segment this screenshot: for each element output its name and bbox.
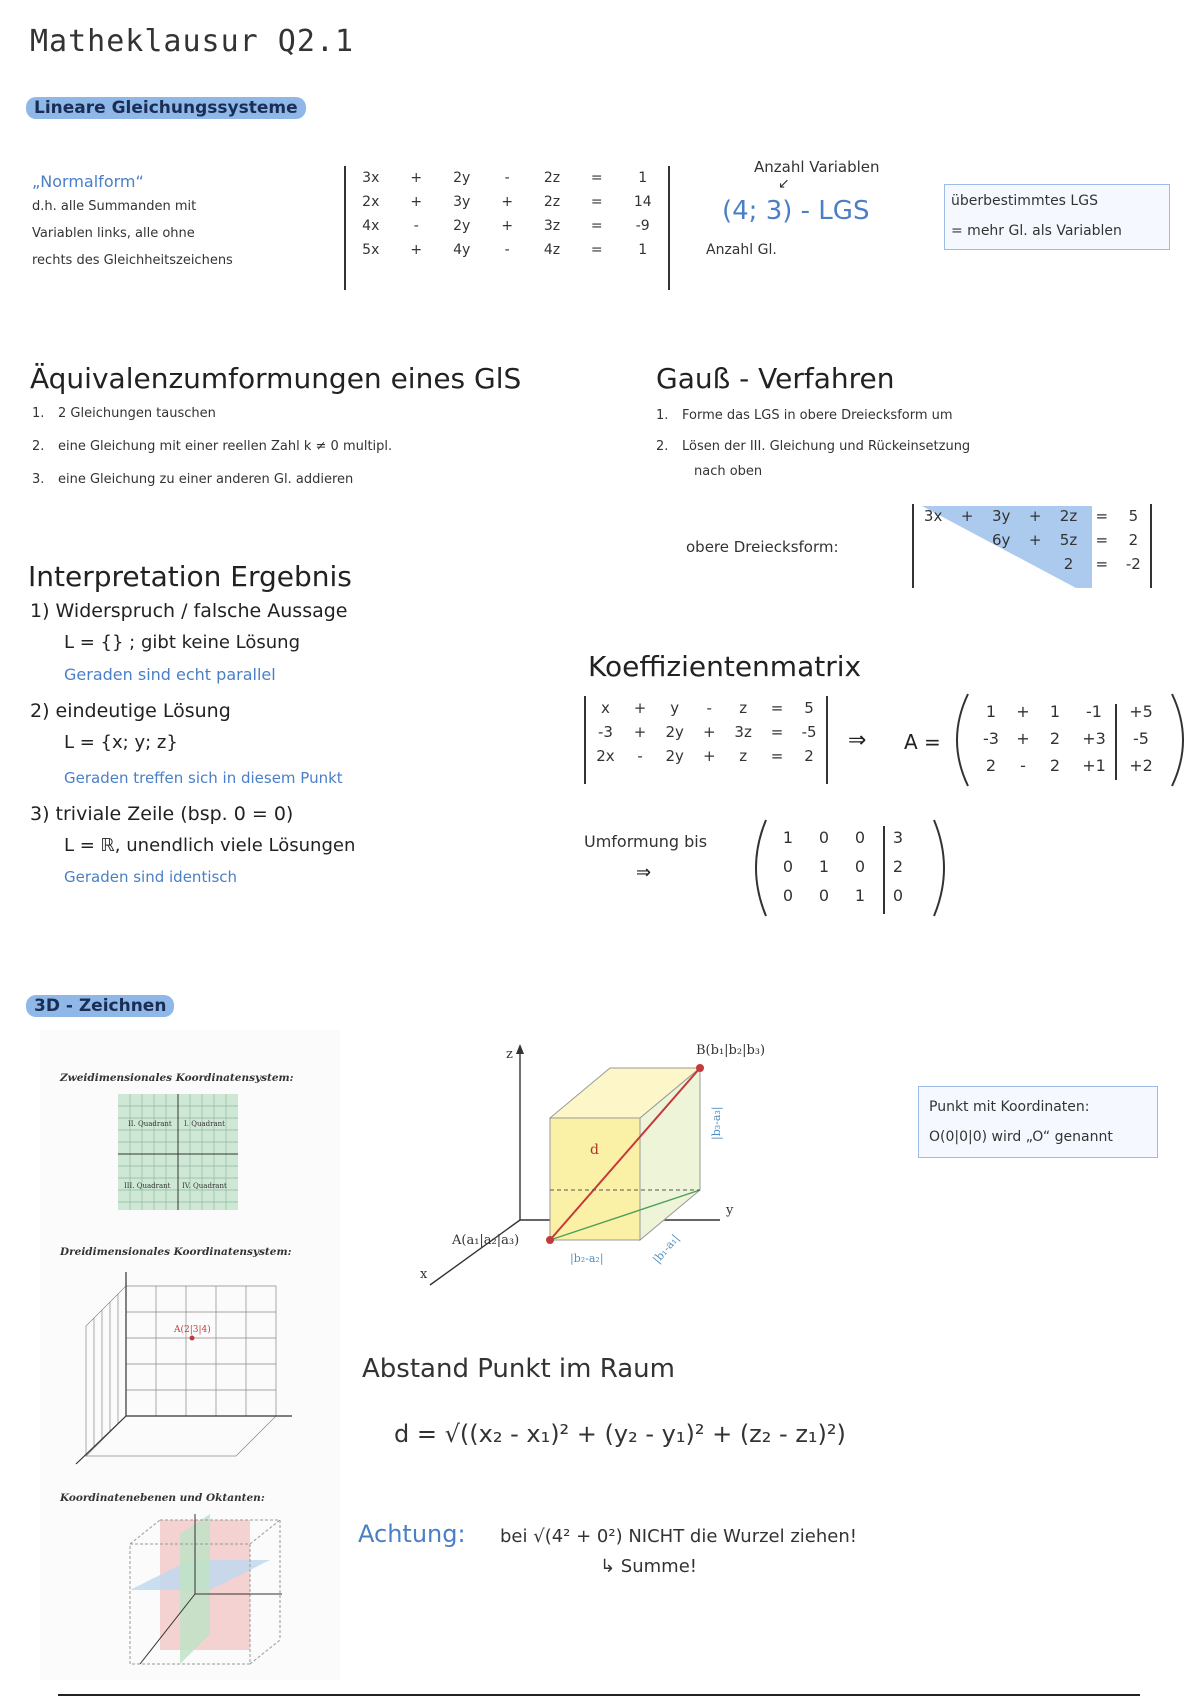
cell: -5 <box>1133 729 1149 748</box>
section-heading-lgs: Lineare Gleichungssysteme <box>26 98 306 118</box>
cell: 3x <box>923 507 943 525</box>
cell: - <box>504 170 510 186</box>
edge-label: |b₂-a₂| <box>570 1252 604 1265</box>
cell: + <box>410 170 423 186</box>
item-number: 2. <box>656 439 669 454</box>
cell: 2 <box>892 857 904 876</box>
list-item <box>656 439 1176 454</box>
item-number: 2. <box>32 439 45 454</box>
cell: 3z <box>734 723 752 741</box>
coefficient-matrix <box>950 690 1190 790</box>
bottom-divider <box>58 1694 1140 1696</box>
cube-front-face <box>550 1118 640 1240</box>
point-marker <box>190 1336 195 1341</box>
cell: 2z <box>543 194 561 210</box>
cell: + <box>633 723 647 741</box>
cell: + <box>1028 531 1042 549</box>
interp-heading: Interpretation Ergebnis <box>28 560 352 593</box>
left-paren <box>957 694 968 786</box>
cell: 1 <box>638 170 648 186</box>
figure-column <box>40 1030 340 1680</box>
edge-label: |b₁-a₁| <box>650 1231 682 1266</box>
section-heading-3d: 3D - Zeichnen <box>26 996 174 1016</box>
interp-list <box>30 600 590 886</box>
y-label: y <box>726 1203 734 1218</box>
cell: + <box>410 194 423 210</box>
cell: + <box>501 218 514 234</box>
point-a-marker <box>546 1236 554 1244</box>
case-note: Geraden sind echt parallel <box>64 665 276 684</box>
cell: z <box>739 699 748 717</box>
item-text: Lösen der III. Gleichung und Rückeinsetzung <box>682 439 971 454</box>
cell: + <box>960 507 974 525</box>
ueberbestimmt-line: überbestimmtes LGS <box>951 193 1098 209</box>
item-text: Forme das LGS in obere Dreiecksform um <box>682 408 953 423</box>
case-solution: L = ℝ, unendlich viele Lösungen <box>64 835 356 856</box>
item-number: 1. <box>656 408 669 423</box>
abstand-heading: Abstand Punkt im Raum <box>362 1354 675 1384</box>
cell: -3 <box>597 723 613 741</box>
list-item <box>32 439 592 454</box>
case-solution: L = {x; y; z} <box>64 732 178 753</box>
normalform-note <box>32 172 332 268</box>
cell: 5z <box>1059 531 1078 549</box>
koeff-heading: Koeffizientenmatrix <box>588 650 862 683</box>
cell <box>982 552 1020 576</box>
cell: = <box>1095 531 1109 549</box>
cell: + <box>1016 702 1030 721</box>
triangle-table <box>914 504 1150 576</box>
item-text: eine Gleichung mit einer reellen Zahl k ≠ 0 multipl. <box>58 439 393 454</box>
matrix-a-label: A = <box>904 730 941 754</box>
origin-line: Punkt mit Koordinaten: <box>929 1099 1090 1115</box>
fig1-caption: Zweidimensionales Koordinatensystem: <box>60 1072 294 1084</box>
x-label: x <box>420 1267 428 1282</box>
implies-arrow-icon: ⇒ <box>636 862 652 883</box>
cell <box>952 552 982 576</box>
achtung-text: bei √(4² + 0²) NICHT die Wurzel ziehen! <box>500 1526 857 1547</box>
lgs-system-table <box>346 166 668 262</box>
cell: z <box>739 747 748 765</box>
list-item-continuation: nach oben <box>694 464 763 479</box>
coordinate-3d-figure <box>66 1266 306 1466</box>
matrix-row <box>974 756 1174 775</box>
case-title: 3) triviale Zeile (bsp. 0 = 0) <box>30 803 294 825</box>
point-b-marker <box>696 1064 704 1072</box>
distance-formula: d = √((x₂ - x₁)² + (y₂ - y₁)² + (z₂ - z₁)²) <box>394 1420 846 1448</box>
cell: 2x <box>362 194 380 210</box>
item-text: 2 Gleichungen tauschen <box>58 406 216 421</box>
item-number: 1. <box>32 406 45 421</box>
matrix-row <box>974 702 1174 721</box>
umformung-label: Umformung bis <box>584 832 708 851</box>
cell: - <box>1020 756 1026 775</box>
cell: 5 <box>1128 507 1139 525</box>
implies-arrow-icon: ⇒ <box>848 728 867 753</box>
cell: 0 <box>854 857 866 876</box>
cell: = <box>1095 507 1109 525</box>
system-row <box>586 744 826 768</box>
point-b-label: B(b₁|b₂|b₃) <box>696 1043 766 1058</box>
coordinate-2d-figure <box>118 1094 248 1214</box>
z-arrow-icon <box>516 1044 524 1054</box>
normalform-line: Variablen links, alle ohne <box>32 226 195 241</box>
point-label: A(2|3|4) <box>174 1325 211 1335</box>
gauss-list <box>656 408 1176 479</box>
cell: 3y <box>991 507 1011 525</box>
matrix-row <box>770 857 940 876</box>
cell: 0 <box>854 828 866 847</box>
cell: + <box>1028 507 1042 525</box>
left-paren <box>756 820 766 916</box>
summe-note: ↳ Summe! <box>600 1556 697 1577</box>
cell: 3z <box>543 218 561 234</box>
cell: = <box>770 699 784 717</box>
cell: 4x <box>362 218 380 234</box>
triangle-row <box>914 552 1150 576</box>
wall-grid <box>86 1286 276 1456</box>
case-note: Geraden sind identisch <box>64 868 238 886</box>
cell: 5 <box>804 699 814 717</box>
fig3-caption: Koordinatenebenen und Oktanten: <box>60 1492 265 1504</box>
normalform-line: rechts des Gleichheitszeichens <box>32 253 233 268</box>
result-body <box>770 828 940 905</box>
cell: - <box>413 218 419 234</box>
cell: 0 <box>782 857 794 876</box>
result-matrix <box>750 816 950 920</box>
cell: 2z <box>1059 507 1078 525</box>
cell: +2 <box>1129 756 1153 775</box>
cell: 2y <box>665 747 684 765</box>
cell: = <box>590 218 603 234</box>
matrix-row <box>974 729 1174 748</box>
cell: + <box>702 747 716 765</box>
cell: 1 <box>782 828 794 847</box>
x-axis <box>76 1416 126 1464</box>
case-solution: L = {} ; gibt keine Lösung <box>64 632 301 653</box>
cell: = <box>770 723 784 741</box>
triangle-row <box>914 528 1150 552</box>
fig2-caption: Dreidimensionales Koordinatensystem: <box>60 1246 292 1258</box>
cell: 2z <box>543 170 561 186</box>
cell: 2x <box>596 747 615 765</box>
item-text: eine Gleichung zu einer anderen Gl. addieren <box>58 472 354 487</box>
achtung-label: Achtung: <box>358 1520 466 1548</box>
matrix-row <box>770 886 940 905</box>
cell <box>914 528 952 552</box>
system-row <box>346 214 668 238</box>
cell: 2 <box>985 756 997 775</box>
cell: -1 <box>1086 702 1102 721</box>
ueberbestimmt-line: = mehr Gl. als Variablen <box>951 223 1122 239</box>
cell: 0 <box>818 886 830 905</box>
cell <box>952 528 982 552</box>
cell: + <box>1016 729 1030 748</box>
system-row <box>586 720 826 744</box>
cell: = <box>590 170 603 186</box>
system-row <box>346 238 668 262</box>
list-item <box>32 406 592 421</box>
cell: +1 <box>1082 756 1106 775</box>
system-row <box>346 190 668 214</box>
list-item <box>656 408 1176 423</box>
normalform-title: „Normalform“ <box>32 172 144 191</box>
cell: 1 <box>818 857 830 876</box>
item-number: 3. <box>32 472 45 487</box>
ueberbestimmt-box <box>944 184 1170 250</box>
quadrant-label: II. Quadrant <box>128 1120 172 1128</box>
cell: - <box>504 242 510 258</box>
z-label: z <box>506 1047 513 1062</box>
cell: 1 <box>985 702 997 721</box>
aequi-list <box>32 406 592 487</box>
octants-figure <box>110 1514 290 1674</box>
cell <box>914 552 952 576</box>
koeff-system-table <box>586 696 826 768</box>
cell: 14 <box>633 194 652 210</box>
triangle-row <box>914 504 1150 528</box>
list-item <box>32 472 592 487</box>
cell: + <box>702 723 716 741</box>
cell: = <box>1095 555 1109 573</box>
distance-label: d <box>590 1142 599 1158</box>
quadrant-label: I. Quadrant <box>184 1120 225 1128</box>
cell: 2 <box>1049 729 1061 748</box>
cell: = <box>590 194 603 210</box>
case-title: 1) Widerspruch / falsche Aussage <box>30 600 348 622</box>
lgs-type-label: (4; 3) - LGS <box>722 196 870 226</box>
matrix-body <box>974 702 1174 775</box>
case-title: 2) eindeutige Lösung <box>30 700 231 722</box>
cell: 0 <box>818 828 830 847</box>
cell: 3x <box>362 170 380 186</box>
cell: 1 <box>1049 702 1061 721</box>
koeff-system <box>584 696 828 784</box>
lgs-system <box>344 166 670 290</box>
cell: 3y <box>453 194 471 210</box>
matrix-row <box>770 828 940 847</box>
cell: -2 <box>1125 555 1141 573</box>
cell: = <box>590 242 603 258</box>
cell: y <box>670 699 680 717</box>
cell: 2 <box>1128 531 1139 549</box>
system-row <box>346 166 668 190</box>
aequi-heading: Äquivalenzumformungen eines GlS <box>30 362 522 395</box>
anzahl-gleichungen-label: Anzahl Gl. <box>706 242 777 258</box>
cell: 2y <box>453 170 471 186</box>
cell: 4z <box>543 242 561 258</box>
cell: -3 <box>983 729 999 748</box>
cell: 6y <box>991 531 1011 549</box>
edge-label: |b₃-a₃| <box>710 1106 723 1140</box>
cell: = <box>770 747 784 765</box>
cell: - <box>706 699 712 717</box>
cell: - <box>637 747 643 765</box>
cell: + <box>501 194 514 210</box>
cell: 2y <box>665 723 684 741</box>
quadrant-label: IV. Quadrant <box>182 1182 227 1190</box>
page-title: Matheklausur Q2.1 <box>30 24 355 59</box>
cell: x <box>601 699 610 717</box>
normalform-line: d.h. alle Summanden mit <box>32 199 197 214</box>
cell: -5 <box>801 723 817 741</box>
arrow-down-icon: ↙ <box>778 176 790 192</box>
cell: + <box>410 242 423 258</box>
cell: 1 <box>854 886 866 905</box>
cell: -9 <box>635 218 650 234</box>
cell: 1 <box>638 242 648 258</box>
x-axis <box>430 1220 520 1285</box>
quadrant-label: III. Quadrant <box>124 1182 171 1190</box>
dreieck-label: obere Dreiecksform: <box>686 538 839 556</box>
cell: + <box>633 699 647 717</box>
origin-line: O(0|0|0) wird „O“ genannt <box>929 1129 1113 1145</box>
origin-box <box>918 1086 1158 1158</box>
triangle-matrix <box>912 504 1152 588</box>
cell: 0 <box>892 886 904 905</box>
anzahl-variablen-label: Anzahl Variablen <box>754 158 880 176</box>
cell: 2 <box>1063 555 1074 573</box>
cell: 2y <box>453 218 471 234</box>
cell: 2 <box>1049 756 1061 775</box>
cube-figure <box>420 1030 800 1290</box>
cell: +3 <box>1082 729 1106 748</box>
cell: 2 <box>804 747 814 765</box>
cell: 4y <box>453 242 471 258</box>
point-a-label: A(a₁|a₂|a₃) <box>452 1233 520 1248</box>
case-note: Geraden treffen sich in diesem Punkt <box>64 769 343 787</box>
cell <box>1020 552 1050 576</box>
gauss-heading: Gauß - Verfahren <box>656 362 895 395</box>
system-row <box>586 696 826 720</box>
cell: 0 <box>782 886 794 905</box>
cell: 3 <box>892 828 904 847</box>
cell: 5x <box>362 242 380 258</box>
cell: +5 <box>1129 702 1153 721</box>
